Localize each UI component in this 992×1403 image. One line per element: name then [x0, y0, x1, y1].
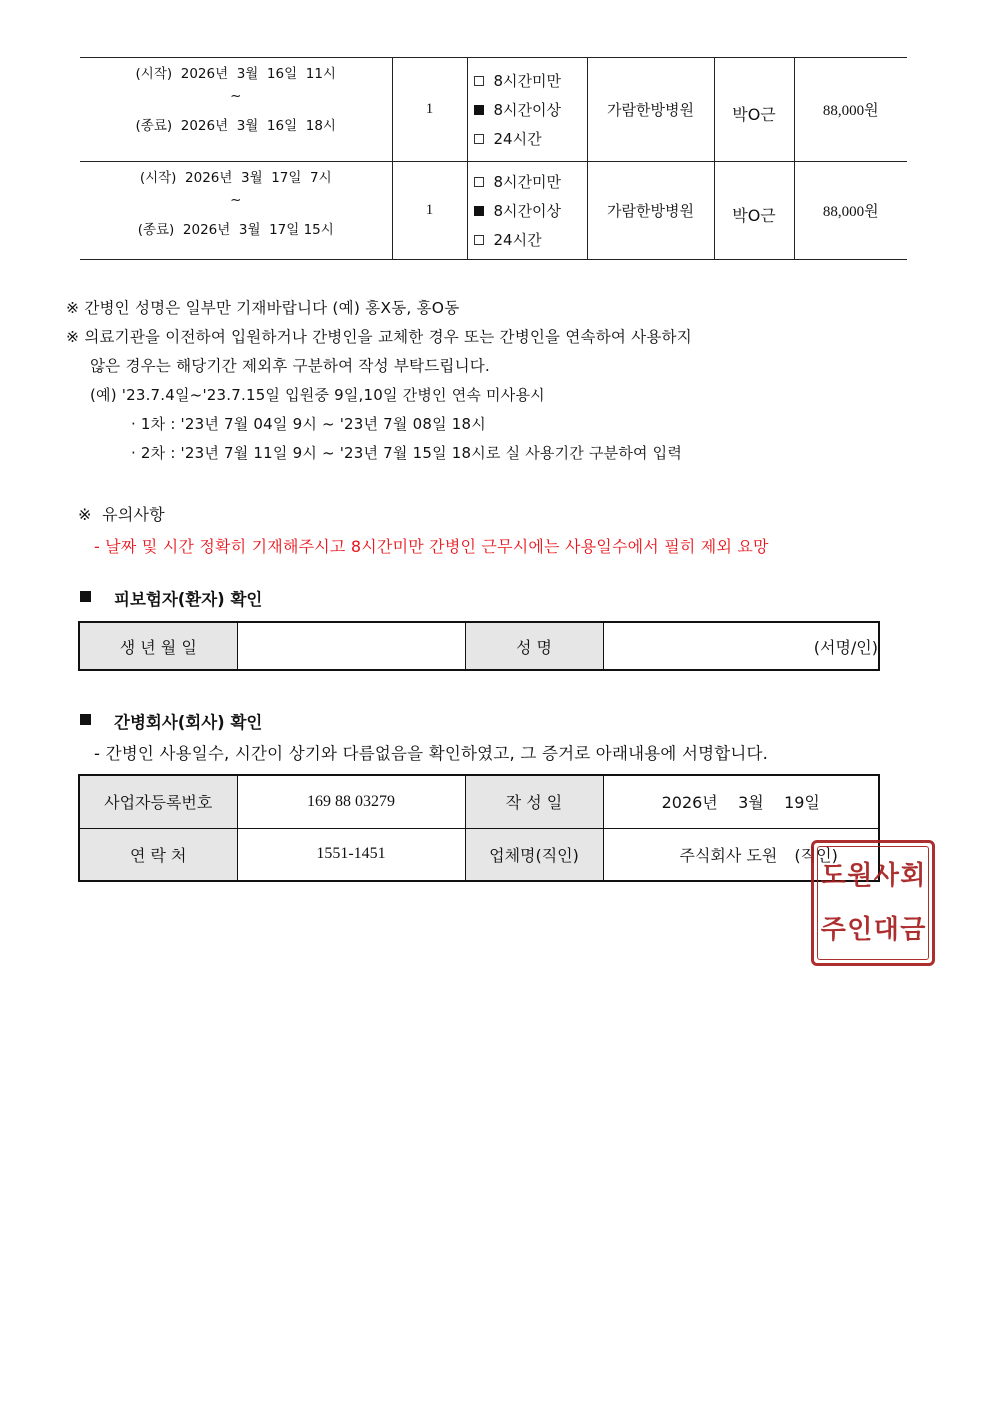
- name-label: 성 명: [465, 622, 603, 670]
- option-label: 24시간: [493, 231, 542, 249]
- option-cell: [467, 58, 587, 162]
- option-label: 8시간이상: [493, 202, 562, 220]
- caregiver-cell: 박O근: [714, 162, 794, 260]
- option-under-8h[interactable]: [474, 167, 587, 196]
- period-start: (시작) 2026년 3월 16일 11시: [135, 66, 336, 82]
- section-bullet-icon: [80, 591, 91, 602]
- option-over-8h[interactable]: [474, 95, 587, 124]
- option-over-8h[interactable]: [474, 196, 587, 225]
- company-table: [78, 774, 880, 882]
- name-sign-field[interactable]: [603, 622, 879, 670]
- seal-column: 사 대: [873, 861, 899, 945]
- period-end: (종료) 2026년 3월 17일 15시: [137, 222, 334, 238]
- date-value: 2026년 3월 19일: [603, 775, 879, 828]
- section-bullet-icon: [80, 714, 91, 725]
- checkbox-icon: [474, 235, 484, 245]
- caution-title: ※ 유의사항: [78, 505, 165, 524]
- company-seal-stamp: [811, 840, 935, 966]
- seal-label: (직인): [794, 845, 838, 865]
- checkbox-icon: [474, 134, 484, 144]
- note-example-1: · 1차 : '23년 7월 04일 9시 ~ '23년 7월 08일 18시: [131, 415, 486, 433]
- usage-row: [80, 58, 907, 162]
- seal-characters: [820, 849, 926, 957]
- seal-column: 회 금: [900, 861, 926, 945]
- note-example: (예) '23.7.4일~'23.7.15일 입원중 9일,10일 간병인 연속 미사용시: [90, 386, 545, 404]
- option-24h[interactable]: [474, 225, 587, 254]
- period-cell: [80, 162, 392, 260]
- option-label: 8시간미만: [493, 173, 562, 191]
- checkbox-icon: [474, 177, 484, 187]
- note-transfer: ※ 의료기관을 이전하여 입원하거나 간병인을 교체한 경우 또는 간병인을 연속하여 사용하지: [66, 328, 692, 346]
- days-cell: 1: [392, 58, 467, 162]
- company-name: 주식회사 도원: [679, 845, 778, 865]
- company-label: 업체명(직인): [465, 828, 603, 881]
- patient-section-title: 피보험자(환자) 확인: [114, 590, 263, 609]
- sign-label: (서명/인): [813, 637, 878, 657]
- option-24h[interactable]: [474, 124, 587, 153]
- period-tilde: ~: [230, 192, 242, 208]
- patient-table: [78, 621, 880, 671]
- fee-cell: 88,000원: [794, 58, 907, 162]
- caution-text: - 날짜 및 시간 정확히 기재해주시고 8시간미만 간병인 근무시에는 사용일수에서 필히 제외 요망: [94, 537, 769, 556]
- option-label: 24시간: [493, 130, 542, 148]
- note-name-format: ※ 간병인 성명은 일부만 기재바랍니다 (예) 홍X동, 홍O동: [66, 299, 460, 317]
- seal-column: 원 인: [847, 861, 873, 945]
- option-label: 8시간이상: [493, 101, 562, 119]
- option-label: 8시간미만: [493, 72, 562, 90]
- option-under-8h[interactable]: [474, 66, 587, 95]
- bizno-label: 사업자등록번호: [79, 775, 237, 828]
- hospital-cell: 가람한방병원: [587, 58, 714, 162]
- usage-table: [80, 57, 907, 260]
- days-cell: 1: [392, 162, 467, 260]
- option-cell: [467, 162, 587, 260]
- checkbox-checked-icon: [474, 105, 484, 115]
- birth-field[interactable]: [237, 622, 465, 670]
- company-section-title: 간병회사(회사) 확인: [114, 713, 263, 732]
- contact-label: 연 락 처: [79, 828, 237, 881]
- bizno-value: 169 88 03279: [237, 775, 465, 828]
- checkbox-checked-icon: [474, 206, 484, 216]
- note-transfer-cont: 않은 경우는 해당기간 제외후 구분하여 작성 부탁드립니다.: [90, 357, 491, 375]
- fee-cell: 88,000원: [794, 162, 907, 260]
- usage-row: [80, 162, 907, 260]
- checkbox-icon: [474, 76, 484, 86]
- contact-value: 1551-1451: [237, 828, 465, 881]
- period-tilde: ~: [230, 88, 242, 104]
- date-label: 작 성 일: [465, 775, 603, 828]
- period-start: (시작) 2026년 3월 17일 7시: [139, 170, 332, 186]
- hospital-cell: 가람한방병원: [587, 162, 714, 260]
- note-example-2: · 2차 : '23년 7월 11일 9시 ~ '23년 7월 15일 18시로 실 사용기간 구분하여 입력: [131, 444, 683, 462]
- birth-label: 생 년 월 일: [79, 622, 237, 670]
- period-cell: [80, 58, 392, 162]
- period-end: (종료) 2026년 3월 16일 18시: [135, 118, 336, 134]
- company-statement: - 간병인 사용일수, 시간이 상기와 다름없음을 확인하였고, 그 증거로 아래내용에 서명합니다.: [94, 744, 769, 763]
- caregiver-cell: 박O근: [714, 58, 794, 162]
- seal-column: 도 주: [820, 861, 846, 945]
